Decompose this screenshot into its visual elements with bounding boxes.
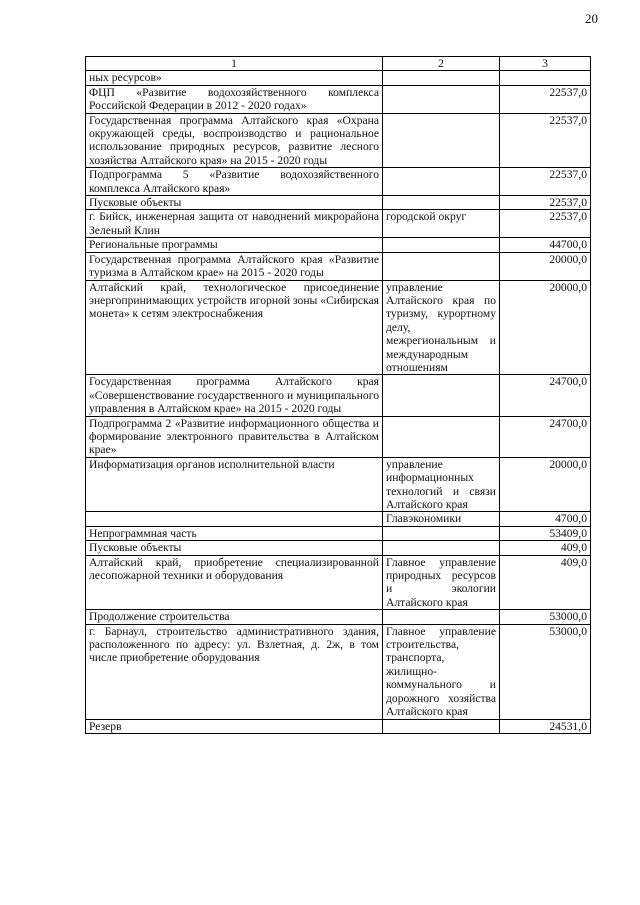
- row-amount: 22537,0: [500, 210, 591, 238]
- table-row: [86, 624, 591, 719]
- row-department: [383, 416, 500, 457]
- row-name: Алтайский край, приобретение специализированной лесопожарной техники и оборудования: [86, 555, 383, 610]
- row-amount: 409,0: [500, 541, 591, 555]
- row-amount: 53409,0: [500, 526, 591, 540]
- row-amount: 22537,0: [500, 85, 591, 113]
- row-amount: 22537,0: [500, 113, 591, 168]
- table-row: [86, 113, 591, 168]
- row-name: Подпрограмма 2 «Развитие информационного общества и формирование электронного правительства в Алтайском крае»: [86, 416, 383, 457]
- row-department: [383, 375, 500, 416]
- row-amount: 409,0: [500, 555, 591, 610]
- row-amount: 53000,0: [500, 610, 591, 624]
- row-name: Государственная программа Алтайского края «Охрана окружающей среды, воспроизводство и рациональное использование природных ресурсов, развитие лесного хозяйства Алтайского края» на 2015 - 2020 годы: [86, 113, 383, 168]
- table-row: [86, 71, 591, 85]
- row-department: [383, 85, 500, 113]
- table-row: [86, 416, 591, 457]
- row-name: Государственная программа Алтайского края «Совершенствование государственного и муниципального управления в Алтайском крае» на 2015 - 2020 годы: [86, 375, 383, 416]
- table-row: [86, 196, 591, 210]
- row-department: [383, 541, 500, 555]
- row-department: [383, 238, 500, 252]
- table-row: [86, 512, 591, 526]
- table-row: [86, 375, 591, 416]
- row-name: Пусковые объекты: [86, 541, 383, 555]
- table-row: [86, 541, 591, 555]
- table-row: [86, 555, 591, 610]
- table-header-row: [86, 57, 591, 71]
- row-amount: 20000,0: [500, 457, 591, 512]
- row-amount: 24700,0: [500, 375, 591, 416]
- column-header-1: 1: [86, 57, 383, 71]
- row-department: управление информационных технологий и связи Алтайского края: [383, 457, 500, 512]
- row-department: [383, 610, 500, 624]
- table-row: [86, 168, 591, 196]
- row-name: Региональные программы: [86, 238, 383, 252]
- row-name: ФЦП «Развитие водохозяйственного комплекса Российской Федерации в 2012 - 2020 годах»: [86, 85, 383, 113]
- row-name: Непрограммная часть: [86, 526, 383, 540]
- row-department: [383, 526, 500, 540]
- table-row: [86, 280, 591, 375]
- row-amount: 24531,0: [500, 719, 591, 733]
- table-row: [86, 252, 591, 280]
- row-amount: 20000,0: [500, 280, 591, 375]
- row-name: Резерв: [86, 719, 383, 733]
- row-amount: 24700,0: [500, 416, 591, 457]
- row-department: городской округ: [383, 210, 500, 238]
- row-amount: 22537,0: [500, 168, 591, 196]
- row-name: Алтайский край, технологическое присоединение энергопринимающих устройств игорной зоны «Сибирская монета» к сетям электроснабжения: [86, 280, 383, 375]
- table-row: [86, 457, 591, 512]
- page-number: 20: [585, 11, 598, 26]
- row-department: [383, 196, 500, 210]
- table-row: [86, 719, 591, 733]
- table-row: [86, 210, 591, 238]
- table-row: [86, 238, 591, 252]
- row-department: Главэкономики: [383, 512, 500, 526]
- row-department: [383, 252, 500, 280]
- row-name: Государственная программа Алтайского края «Развитие туризма в Алтайском крае» на 2015 - 2020 годы: [86, 252, 383, 280]
- row-name: [86, 512, 383, 526]
- row-amount: 22537,0: [500, 196, 591, 210]
- row-department: управление Алтайского края по туризму, курортному делу, межрегиональным и международным отношениям: [383, 280, 500, 375]
- row-department: [383, 71, 500, 85]
- row-name: Информатизация органов исполнительной власти: [86, 457, 383, 512]
- table-row: [86, 526, 591, 540]
- budget-table: [85, 56, 591, 734]
- column-header-3: 3: [500, 57, 591, 71]
- row-name: г. Барнаул, строительство административного здания, расположенного по адресу: ул. Взлетная, д. 2ж, в том числе приобретение оборудования: [86, 624, 383, 719]
- row-amount: 44700,0: [500, 238, 591, 252]
- row-amount: [500, 71, 591, 85]
- row-name: Продолжение строительства: [86, 610, 383, 624]
- row-department: [383, 168, 500, 196]
- row-department: Главное управление строительства, транспорта, жилищно-коммунального и дорожного хозяйства Алтайского края: [383, 624, 500, 719]
- row-amount: 4700,0: [500, 512, 591, 526]
- row-name: ных ресурсов»: [86, 71, 383, 85]
- row-amount: 53000,0: [500, 624, 591, 719]
- row-name: г. Бийск, инженерная защита от наводнений микрорайона Зеленый Клин: [86, 210, 383, 238]
- row-amount: 20000,0: [500, 252, 591, 280]
- row-department: [383, 719, 500, 733]
- row-department: Главное управление природных ресурсов и экологии Алтайского края: [383, 555, 500, 610]
- table-row: [86, 610, 591, 624]
- table-row: [86, 85, 591, 113]
- column-header-2: 2: [383, 57, 500, 71]
- row-name: Подпрограмма 5 «Развитие водохозяйственного комплекса Алтайского края»: [86, 168, 383, 196]
- row-department: [383, 113, 500, 168]
- row-name: Пусковые объекты: [86, 196, 383, 210]
